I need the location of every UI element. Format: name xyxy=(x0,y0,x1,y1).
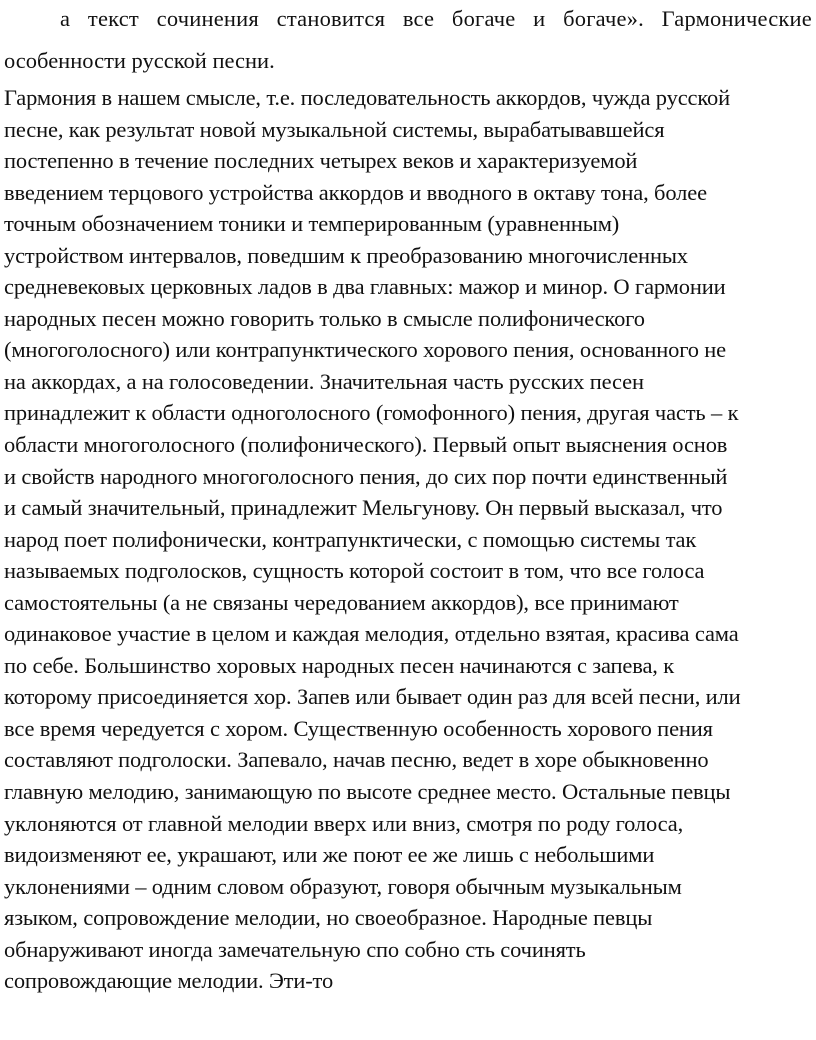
body-line: по себе. Большинство хоровых народных песен начинаются с запева, к xyxy=(4,652,675,678)
body-line: видоизменяют ее, украшают, или же поют ее же лишь с небольшими xyxy=(4,842,655,868)
body-line: народ поет полифонически, контрапунктически, с помощью системы так xyxy=(4,526,697,552)
body-line: средневековых церковных ладов в два главных: мажор и минор. О гармонии xyxy=(4,274,726,300)
body-line: называемых подголосков, сущность которой состоит в том, что все голоса xyxy=(4,558,705,584)
body-line: составляют подголоски. Запевало, начав песню, ведет в хоре обыкновенно xyxy=(4,747,709,773)
body-line: которому присоединяется хор. Запев или бывает один раз для всей песни, или xyxy=(4,684,741,710)
body-line: главную мелодию, занимающую по высоте среднее место. Остальные певцы xyxy=(4,779,731,805)
body-line: уклонениями – одним словом образуют, говоря обычным музыкальным xyxy=(4,873,682,899)
body-line: устройством интервалов, поведшим к преобразованию многочисленных xyxy=(4,242,688,268)
body-line: на аккордах, а на голосоведении. Значительная часть русских песен xyxy=(4,368,644,394)
body-paragraph xyxy=(4,82,814,997)
body-line: уклоняются от главной мелодии вверх или вниз, смотря по роду голоса, xyxy=(4,810,684,836)
body-line: и самый значительный, принадлежит Мельгунову. Он первый высказал, что xyxy=(4,495,723,521)
body-line: постепенно в течение последних четырех веков и характеризуемой xyxy=(4,148,638,174)
body-line: песне, как результат новой музыкальной системы, вырабатывавшейся xyxy=(4,116,665,142)
body-line: Гармония в нашем смысле, т.е. последовательность аккордов, чужда русской xyxy=(4,85,730,110)
intro-line: а текст сочинения становится все богаче и богаче». Гармонические xyxy=(60,6,812,31)
body-line: области многоголосного (полифонического). Первый опыт выяснения основ xyxy=(4,432,728,458)
body-line: принадлежит к области одноголосного (гомофонного) пения, другая часть – к xyxy=(4,400,739,426)
intro-line: особенности русской песни. xyxy=(4,48,275,73)
intro-paragraph xyxy=(4,2,812,83)
body-line: сопровождающие мелодии. Эти-то xyxy=(4,968,334,994)
body-line: (многоголосного) или контрапунктического хорового пения, основанного не xyxy=(4,337,727,363)
body-line: одинаковое участие в целом и каждая мелодия, отдельно взятая, красива сама xyxy=(4,621,739,647)
body-line: точным обозначением тоники и темперированным (уравненным) xyxy=(4,211,620,237)
body-line: народных песен можно говорить только в смысле полифонического xyxy=(4,305,645,331)
body-line: все время чередуется с хором. Существенную особенность хорового пения xyxy=(4,715,713,741)
body-line: самостоятельны (а не связаны чередованием аккордов), все принимают xyxy=(4,589,679,615)
body-line: языком, сопровождение мелодии, но своеобразное. Народные певцы xyxy=(4,905,653,931)
body-line: и свойств народного многоголосного пения, до сих пор почти единственный xyxy=(4,463,728,489)
body-line: обнаруживают иногда замечательную спо собно сть сочинять xyxy=(4,936,586,962)
body-line: введением терцового устройства аккордов и вводного в октаву тона, более xyxy=(4,179,707,205)
